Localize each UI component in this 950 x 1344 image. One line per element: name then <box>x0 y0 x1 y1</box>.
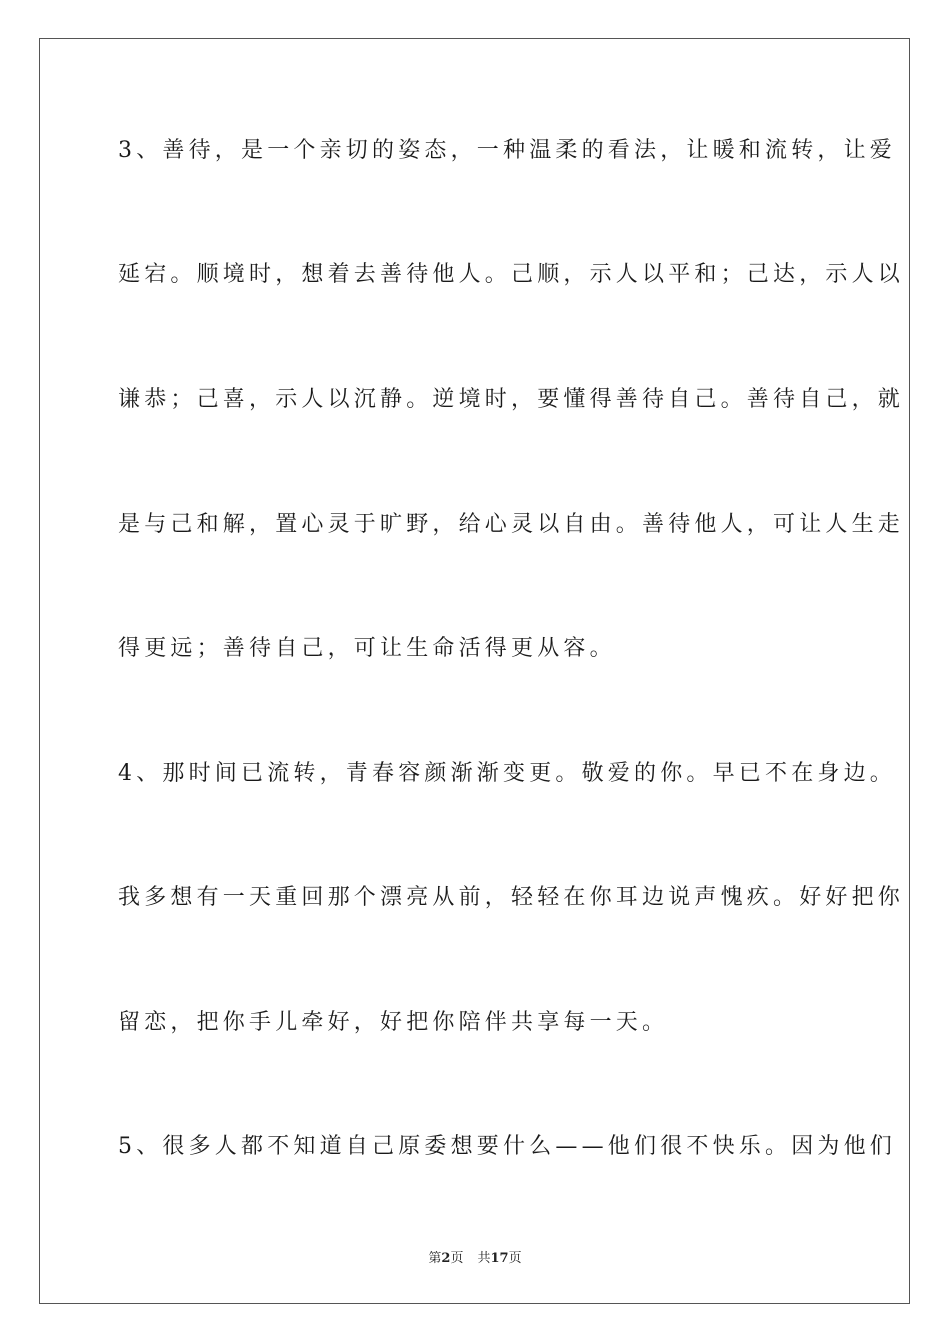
total-suffix: 页 <box>508 1251 522 1266</box>
text-line-2: 延宕。顺境时，想着去善待他人。己顺，示人以平和；己达，示人以 <box>118 262 905 287</box>
total-prefix: 共 <box>477 1251 491 1266</box>
text-line-3: 谦恭；己喜，示人以沉静。逆境时，要懂得善待自己。善待自己，就 <box>118 387 905 412</box>
total-pages: 17 <box>490 1251 509 1266</box>
text-line-8: 留恋，把你手儿牵好，好把你陪伴共享每一天。 <box>118 1010 669 1035</box>
text-line-7: 我多想有一天重回那个漂亮从前，轻轻在你耳边说声愧疚。好好把你 <box>118 885 905 910</box>
page-prefix: 第 <box>428 1251 442 1266</box>
text-line-6: 4、那时间已流转，青春容颜渐渐变更。敬爱的你。早已不在身边。 <box>118 761 896 786</box>
page-border <box>39 38 910 1304</box>
page-footer <box>0 1247 950 1266</box>
text-line-4: 是与己和解，置心灵于旷野，给心灵以自由。善待他人，可让人生走 <box>118 512 905 537</box>
text-line-5: 得更远；善待自己，可让生命活得更从容。 <box>118 636 616 661</box>
page-number: 2 <box>441 1251 451 1266</box>
text-line-1: 3、善待，是一个亲切的姿态，一种温柔的看法，让暖和流转，让爱 <box>118 138 896 163</box>
page-suffix: 页 <box>450 1251 464 1266</box>
text-line-9: 5、很多人都不知道自己原委想要什么——他们很不快乐。因为他们 <box>118 1134 896 1159</box>
